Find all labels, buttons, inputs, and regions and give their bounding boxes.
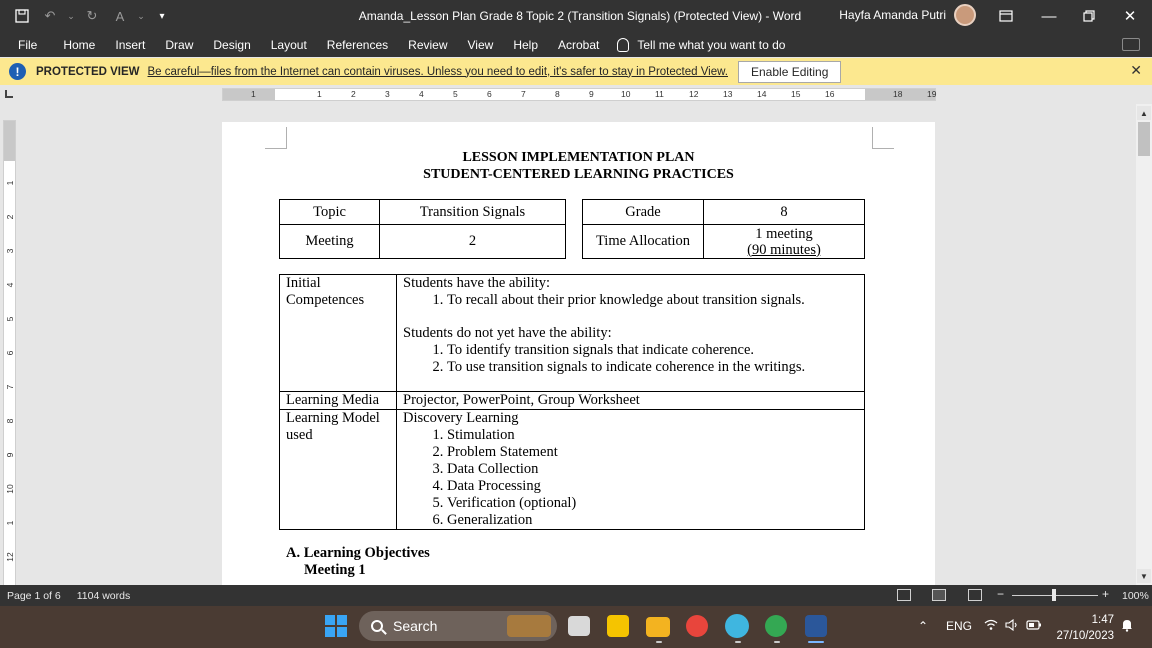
list-item: 1. To identify transition signals that indicate coherence.: [447, 342, 858, 359]
tab-help[interactable]: Help: [513, 37, 538, 52]
running-indicator: [656, 641, 662, 643]
enable-editing-button[interactable]: Enable Editing: [738, 61, 841, 83]
table-cell: [704, 225, 865, 259]
model-steps: [427, 427, 858, 529]
cell-line: (90 minutes): [747, 241, 821, 258]
active-indicator: [808, 641, 824, 643]
ruler-number: 2: [351, 89, 356, 99]
tab-file[interactable]: File: [18, 37, 38, 52]
list-item: 3. Data Collection: [447, 461, 858, 478]
minimize-button[interactable]: —: [1041, 7, 1057, 25]
tell-me-search[interactable]: [617, 38, 785, 52]
cell-line: Initial: [286, 275, 321, 291]
restore-button[interactable]: [1067, 0, 1111, 32]
document-page[interactable]: [222, 122, 935, 585]
ruler-number: 18: [893, 89, 903, 99]
canva-icon[interactable]: [725, 614, 749, 638]
zoom-slider-thumb[interactable]: [1052, 589, 1056, 601]
lightbulb-icon: [617, 38, 629, 52]
list-item: 1. Stimulation: [447, 427, 858, 444]
crop-mark: [872, 127, 894, 149]
ruler-number: 12: [689, 89, 699, 99]
ruler-number: 4: [419, 89, 424, 99]
running-indicator: [735, 641, 741, 643]
taskbar-search[interactable]: [359, 611, 557, 641]
section-heading: A. Learning Objectives: [286, 545, 430, 561]
list-item: 2. Problem Statement: [447, 444, 858, 461]
search-label: Search: [393, 618, 438, 634]
word-count[interactable]: 1104 words: [76, 589, 131, 602]
model-name: Discovery Learning: [403, 410, 519, 426]
tab-insert[interactable]: Insert: [115, 37, 146, 52]
table-cell: [397, 275, 865, 392]
tell-me-label: Tell me what you want to do: [637, 37, 786, 52]
clock[interactable]: [1056, 612, 1114, 644]
ruler-number: 1: [317, 89, 322, 99]
ruler-number: 3: [385, 89, 390, 99]
protected-view-message[interactable]: Be careful—files from the Internet can contain viruses. Unless you need to edit, it's safer to stay in Protected View.: [147, 65, 728, 78]
ruler-number: 10: [621, 89, 631, 99]
table-cell: [280, 410, 397, 530]
info-shield-icon: !: [9, 63, 26, 80]
undo-icon[interactable]: ↶: [44, 8, 56, 23]
chrome-icon[interactable]: [686, 615, 708, 637]
ruler-number: 1: [5, 180, 15, 186]
competence-list: [427, 342, 858, 376]
table-cell: [397, 410, 865, 530]
vertical-ruler[interactable]: [3, 120, 16, 586]
search-icon: [371, 620, 383, 632]
ruler-number: 5: [5, 316, 15, 322]
document-heading: LESSON IMPLEMENTATION PLAN: [462, 150, 695, 165]
document-canvas[interactable]: [20, 104, 1136, 585]
cell-line: Competences: [286, 292, 365, 308]
ruler-number: 6: [487, 89, 492, 99]
meeting-heading: Meeting 1: [304, 562, 366, 578]
ruler-number: 9: [5, 452, 15, 458]
file-explorer-icon[interactable]: [646, 617, 670, 637]
ruler-number: 7: [5, 384, 15, 390]
table-cell: Meeting: [280, 225, 380, 259]
chevron-down-icon[interactable]: ⌄: [67, 10, 75, 21]
ruler-number: 8: [555, 89, 560, 99]
crop-mark: [265, 127, 287, 149]
task-view-icon[interactable]: [568, 616, 590, 636]
sticky-notes-icon[interactable]: [607, 615, 629, 637]
zoom-level[interactable]: 100%: [1122, 590, 1149, 602]
quick-access-toolbar: [0, 0, 174, 32]
ruler-number: 9: [589, 89, 594, 99]
scroll-down-icon[interactable]: ▼: [1137, 569, 1151, 583]
ribbon-display-options-icon[interactable]: [984, 0, 1028, 32]
list-item: 6. Generalization: [447, 512, 858, 529]
document-subheading: STUDENT-CENTERED LEARNING PRACTICES: [423, 167, 734, 182]
redo-icon[interactable]: ↻: [86, 8, 98, 23]
cell-line: 1 meeting: [755, 225, 813, 242]
tab-draw[interactable]: Draw: [165, 37, 194, 52]
table-cell: Transition Signals: [380, 200, 566, 225]
horizontal-ruler[interactable]: [222, 88, 936, 101]
tab-view[interactable]: View: [467, 37, 494, 52]
competence-list: [427, 292, 858, 309]
ruler-number: 11: [655, 89, 664, 99]
tab-design[interactable]: Design: [213, 37, 251, 52]
list-item: 1. To recall about their prior knowledge about transition signals.: [447, 292, 858, 309]
tab-review[interactable]: Review: [408, 37, 448, 52]
format-painter-icon[interactable]: A: [115, 8, 125, 24]
volume-icon[interactable]: [1005, 619, 1019, 634]
competence-intro: Students have the ability:: [403, 275, 550, 291]
page-count[interactable]: Page 1 of 6: [7, 589, 61, 602]
document-title: Amanda_Lesson Plan Grade 8 Topic 2 (Transition Signals) (Protected View) - Word: [358, 9, 802, 23]
table-cell: Time Allocation: [583, 225, 704, 259]
windows-start-icon[interactable]: [325, 615, 347, 637]
tab-references[interactable]: References: [326, 37, 389, 52]
ruler-number: 5: [453, 89, 458, 99]
web-layout-icon[interactable]: [968, 589, 982, 601]
save-icon[interactable]: [10, 4, 34, 28]
word-icon[interactable]: [805, 615, 827, 637]
cell-line: used: [286, 427, 313, 443]
title-bar: [0, 0, 1152, 32]
read-mode-icon[interactable]: [897, 589, 911, 601]
wifi-icon[interactable]: [984, 619, 998, 634]
ruler-number: 1: [251, 89, 256, 99]
cell-line: Learning Model: [286, 410, 380, 426]
notification-bell-icon[interactable]: [1121, 618, 1133, 635]
ruler-number: 16: [825, 89, 835, 99]
tab-home[interactable]: Home: [63, 37, 96, 52]
competence-table: [279, 274, 865, 530]
zoom-in-icon[interactable]: +: [1102, 587, 1110, 601]
vertical-scrollbar[interactable]: [1136, 104, 1152, 585]
ruler-number: 12: [5, 552, 15, 562]
topic-table: [279, 199, 566, 259]
chevron-up-icon[interactable]: ⌃: [918, 619, 929, 633]
ruler-number: 15: [791, 89, 801, 99]
close-button[interactable]: ✕: [1123, 8, 1137, 25]
scroll-thumb[interactable]: [1138, 122, 1150, 156]
ruler-number: 13: [723, 89, 733, 99]
running-indicator: [774, 641, 780, 643]
search-highlight-image: [507, 615, 551, 637]
table-cell: 2: [380, 225, 566, 259]
table-cell: Topic: [280, 200, 380, 225]
ruler-number: 1: [5, 520, 15, 526]
protected-view-bar: [0, 58, 1152, 85]
ruler-number: 14: [757, 89, 767, 99]
customize-qat-icon[interactable]: ▾: [159, 10, 165, 22]
user-name[interactable]: Hayfa Amanda Putri: [839, 8, 946, 22]
avatar[interactable]: [954, 4, 976, 26]
table-cell: Grade: [583, 200, 704, 225]
chrome-profile-icon[interactable]: [765, 615, 787, 637]
table-cell: 8: [704, 200, 865, 225]
comments-icon[interactable]: [1122, 38, 1140, 51]
tab-layout[interactable]: Layout: [270, 37, 307, 52]
list-item: 4. Data Processing: [447, 478, 858, 495]
ruler-number: 7: [521, 89, 526, 99]
ruler-number: 2: [5, 214, 15, 220]
close-icon[interactable]: ✕: [1130, 62, 1142, 78]
scroll-up-icon[interactable]: ▲: [1137, 106, 1151, 120]
grade-table: [582, 199, 865, 259]
ruler-number: 8: [5, 418, 15, 424]
table-cell: [280, 275, 397, 392]
table-cell: Learning Media: [280, 392, 397, 410]
ribbon-tabs: [0, 32, 1152, 57]
chevron-down-icon[interactable]: ⌄: [137, 10, 145, 21]
ruler-number: 3: [5, 248, 15, 254]
tab-acrobat[interactable]: Acrobat: [558, 37, 600, 52]
zoom-out-icon[interactable]: −: [997, 587, 1005, 601]
competence-intro: Students do not yet have the ability:: [403, 325, 612, 341]
print-layout-icon[interactable]: [932, 589, 946, 601]
ruler-number: 6: [5, 350, 15, 356]
protected-view-title: PROTECTED VIEW: [36, 65, 140, 78]
table-cell: Projector, PowerPoint, Group Worksheet: [397, 392, 865, 410]
language-indicator[interactable]: ENG: [946, 619, 973, 633]
ruler-number: 19: [927, 89, 937, 99]
clock-time: 1:47: [1091, 614, 1114, 626]
ruler-number: 4: [5, 282, 15, 288]
tab-selector[interactable]: [0, 86, 20, 104]
clock-date: 27/10/2023: [1056, 630, 1114, 642]
list-item: 5. Verification (optional): [447, 495, 858, 512]
ruler-number: 10: [5, 484, 15, 494]
battery-icon[interactable]: [1026, 619, 1042, 634]
list-item: 2. To use transition signals to indicate coherence in the writings.: [447, 359, 858, 376]
